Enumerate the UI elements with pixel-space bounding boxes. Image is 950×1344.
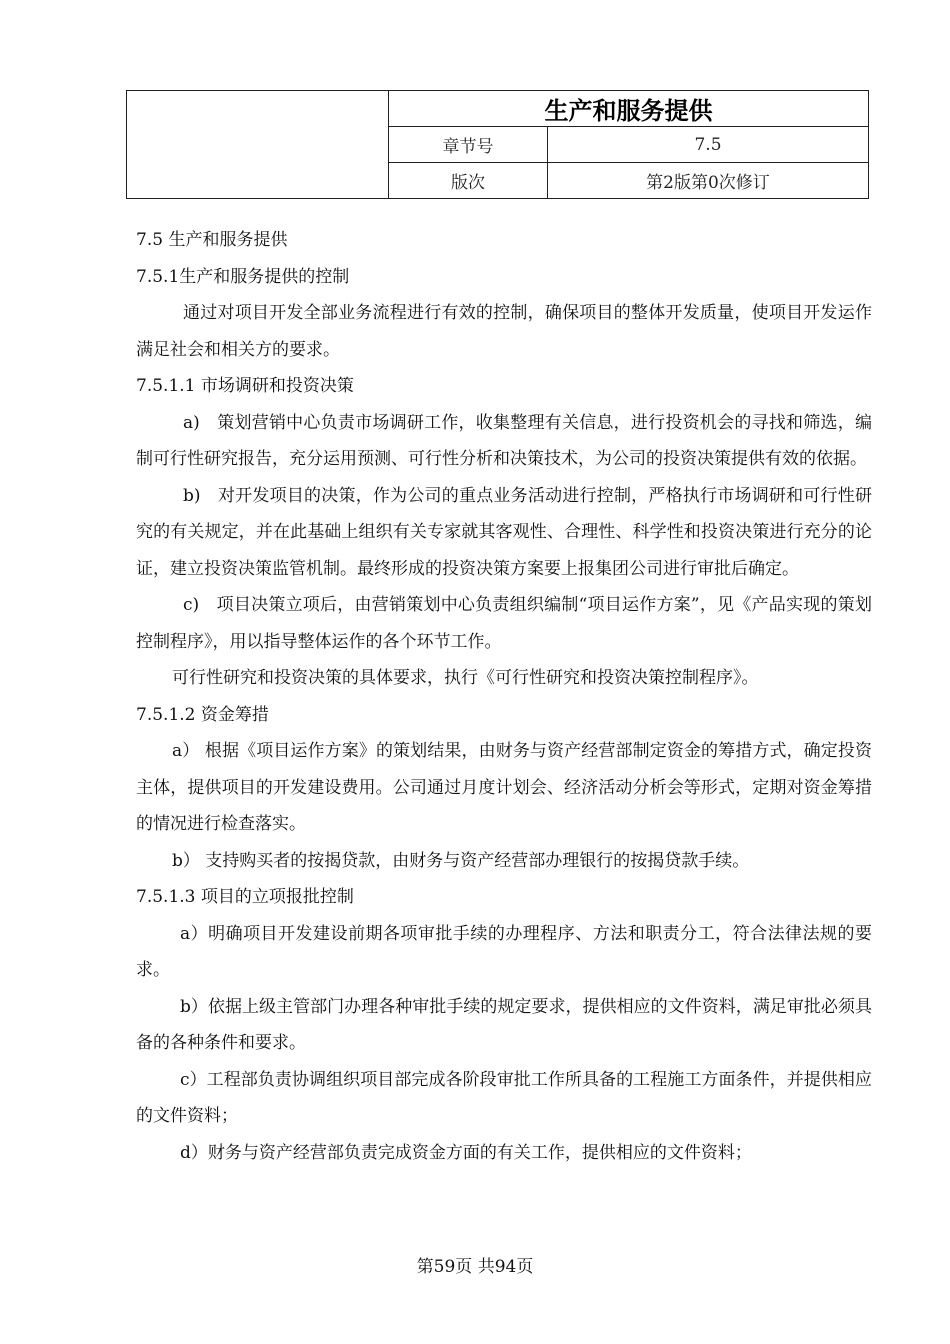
revision-value: 第2版第0次修订 <box>548 163 869 199</box>
list-item: a）明确项目开发建设前期各项审批手续的办理程序、方法和职责分工，符合法律法规的要求。 <box>136 923 872 980</box>
document-title: 生产和服务提供 <box>389 91 869 127</box>
page-number: 第59页 共94页 <box>416 1257 534 1277</box>
section-number-value: 7.5 <box>548 127 869 163</box>
subsection-heading: 7.5.1生产和服务提供的控制 <box>136 266 350 287</box>
document-header-table <box>126 90 869 199</box>
section-number-label: 章节号 <box>389 127 548 163</box>
paragraph: 通过对项目开发全部业务流程进行有效的控制，确保项目的整体开发质量，使项目开发运作满足社会和相关方的要求。 <box>136 303 872 360</box>
list-item: c）工程部负责协调组织项目部完成各阶段审批工作所具备的工程施工方面条件，并提供相应的文件资料； <box>136 1069 872 1126</box>
logo-cell <box>127 91 389 199</box>
list-item: b）依据上级主管部门办理各种审批手续的规定要求，提供相应的文件资料，满足审批必须具备的各种条件和要求。 <box>136 996 872 1053</box>
list-item: c) 项目决策立项后，由营销策划中心负责组织编制“项目运作方案”，见《产品实现的策划控制程序》，用以指导整体运作的各个环节工作。 <box>136 595 872 652</box>
list-item: d）财务与资产经营部负责完成资金方面的有关工作，提供相应的文件资料； <box>180 1142 752 1163</box>
list-item: a) 策划营销中心负责市场调研工作，收集整理有关信息，进行投资机会的寻找和筛选，编制可行性研究报告，充分运用预测、可行性分析和决策技术，为公司的投资决策提供有效的依据。 <box>136 412 872 469</box>
list-item: b） 支持购买者的按揭贷款，由财务与资产经营部办理银行的按揭贷款手续。 <box>172 850 750 871</box>
subsection-heading: 7.5.1.2 资金筹措 <box>136 704 269 725</box>
revision-label: 版次 <box>389 163 548 199</box>
list-item: a） 根据《项目运作方案》的策划结果，由财务与资产经营部制定资金的筹措方式，确定投资主体，提供项目的开发建设费用。公司通过月度计划会、经济活动分析会等形式，定期对资金筹措的情况进行检查落实。 <box>136 741 872 834</box>
paragraph: 可行性研究和投资决策的具体要求，执行《可行性研究和投资决策控制程序》。 <box>172 668 759 688</box>
document-body <box>136 222 872 1171</box>
list-item: b) 对开发项目的决策，作为公司的重点业务活动进行控制，严格执行市场调研和可行性研究的有关规定，并在此基础上组织有关专家就其客观性、合理性、科学性和投资决策进行充分的论证，建立投资决策监管机制。最终形成的投资决策方案要上报集团公司进行审批后确定。 <box>136 485 872 579</box>
section-heading: 7.5 生产和服务提供 <box>136 230 288 250</box>
subsection-heading: 7.5.1.1 市场调研和投资决策 <box>136 376 354 396</box>
subsection-heading: 7.5.1.3 项目的立项报批控制 <box>136 887 354 907</box>
